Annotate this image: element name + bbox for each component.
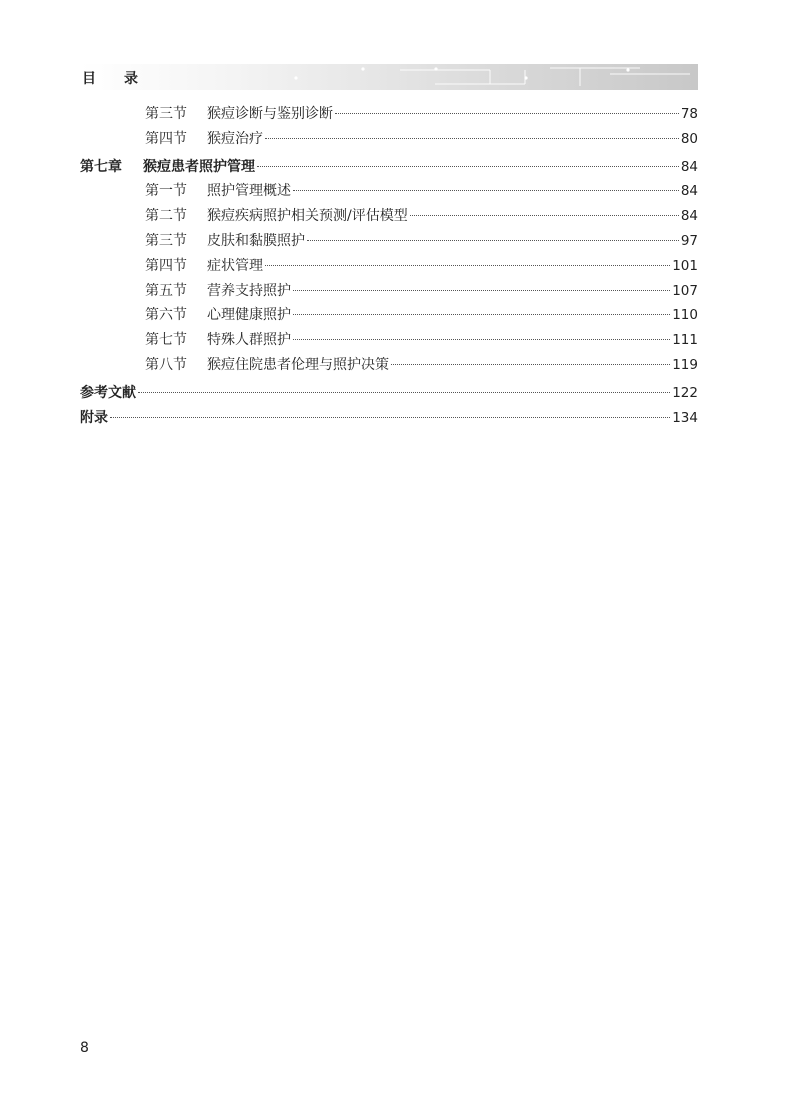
toc-entry-page: 84 [680,183,698,200]
toc-entry-page: 107 [672,282,698,299]
circuit-decoration-icon [80,64,698,90]
toc-entry-label [145,328,291,353]
dot-leader [335,113,679,114]
toc-entry-label [145,204,408,229]
toc-entry-title: 营养支持照护 [207,282,291,299]
toc-chapter-entry[interactable] [80,155,698,180]
toc-entry-number: 第八节 [145,356,187,373]
toc-entry-number: 第五节 [145,282,187,299]
dot-leader [138,392,670,393]
toc-entry-page: 101 [672,257,698,274]
dot-leader [257,166,679,167]
toc-entry-number: 第六节 [145,307,187,324]
toc-entry-title: 症状管理 [207,257,263,274]
dot-leader [265,265,670,266]
toc-entry-page: 97 [680,232,698,249]
toc-section-entry[interactable] [80,179,698,204]
toc-entry-label [145,102,333,127]
toc-entry-label [80,155,255,180]
toc-entry-title: 猴痘治疗 [207,130,263,147]
dot-leader [110,417,670,418]
toc-entry-page: 84 [680,208,698,225]
toc-entry-label [145,353,389,378]
toc-entry-page: 122 [672,384,698,401]
toc-entry-page: 119 [672,356,698,373]
toc-section-entry[interactable] [80,353,698,378]
toc-entry-label [145,179,291,204]
toc-entry-label [145,279,291,304]
toc-entry-title: 特殊人群照护 [207,332,291,349]
toc-section-entry[interactable] [80,254,698,279]
header-band [80,64,698,90]
dot-leader [293,314,670,315]
toc-entry-number: 第四节 [145,130,187,147]
toc-entry-number: 第三节 [145,232,187,249]
toc-entry-title: 猴痘诊断与鉴别诊断 [207,106,333,122]
title-char-1: 目 [82,71,96,87]
toc-section-entry[interactable] [80,303,698,328]
toc-entry-page: 134 [672,409,698,426]
toc-entry-label [145,254,263,279]
toc-entry-number: 第四节 [145,257,187,274]
toc-section-entry[interactable] [80,102,698,127]
dot-leader [293,290,670,291]
table-of-contents [80,102,698,430]
dot-leader [307,240,679,241]
toc-entry-title: 心理健康照护 [207,307,291,324]
toc-entry-title: 附录 [80,409,108,426]
toc-entry-label [145,127,263,152]
toc-section-entry[interactable] [80,229,698,254]
toc-entry-page: 80 [680,130,698,147]
toc-entry-page: 111 [672,332,698,349]
toc-section-entry[interactable] [80,127,698,152]
toc-entry-page: 84 [680,158,698,175]
toc-entry-title: 猴痘住院患者伦理与照护决策 [207,356,389,373]
dot-leader [410,215,679,216]
dot-leader [293,339,670,340]
toc-entry-title: 照护管理概述 [207,183,291,200]
title-char-2: 录 [124,71,138,87]
toc-section-entry[interactable] [80,328,698,353]
toc-entry-title: 参考文献 [80,384,136,401]
toc-entry-label [145,229,305,254]
dot-leader [391,364,670,365]
toc-entry-label [145,303,291,328]
toc-entry[interactable] [80,406,698,431]
toc-section-entry[interactable] [80,204,698,229]
toc-entry-number: 第三节 [145,106,187,122]
toc-entry-number: 第七节 [145,332,187,349]
toc-entry-number: 第七章 [80,158,122,175]
toc-entry-title: 皮肤和黏膜照护 [207,232,305,249]
toc-entry-number: 第一节 [145,183,187,200]
toc-entry-title: 猴痘疾病照护相关预测/评估模型 [207,208,408,225]
dot-leader [265,138,679,139]
toc-entry-label [80,406,108,431]
toc-section-entry[interactable] [80,279,698,304]
dot-leader [293,190,679,191]
toc-entry-title: 猴痘患者照护管理 [143,158,255,175]
toc-entry-number: 第二节 [145,208,187,225]
toc-entry-label [80,381,136,406]
toc-entry-page: 110 [672,307,698,324]
toc-entry-page: 78 [680,106,698,122]
page-title [82,68,138,88]
page-number: 8 [80,1040,89,1056]
toc-entry[interactable] [80,381,698,406]
